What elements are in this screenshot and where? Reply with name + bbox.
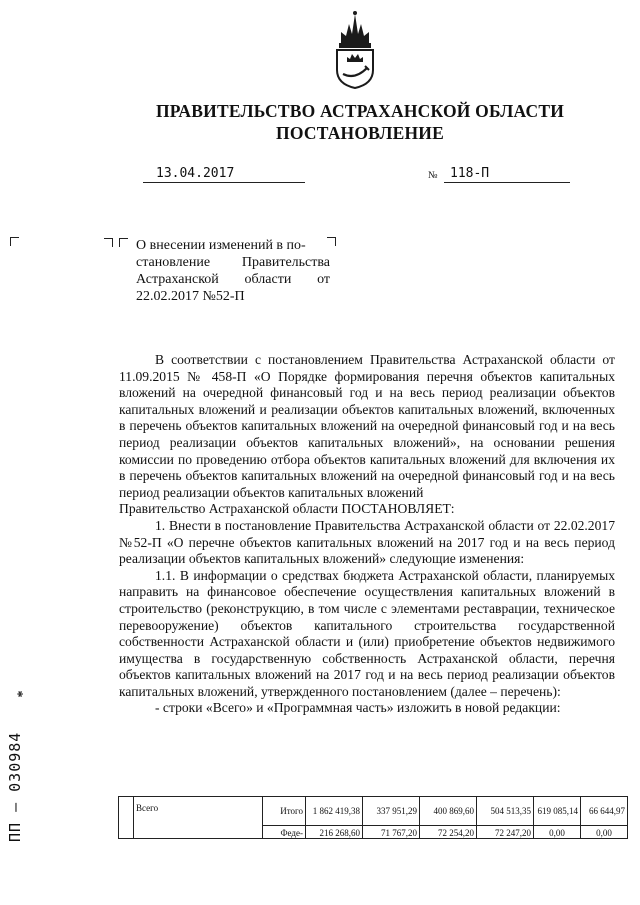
document-subject (136, 237, 330, 305)
table-cell-value: 216 268,60 (306, 826, 363, 839)
side-registration-stamp: ПП – 030984 (6, 731, 24, 842)
table-cell-empty (119, 797, 134, 839)
table-cell-label: Всего (134, 797, 263, 839)
item-1-paragraph: 1. Внести в постановление Правительства Астраханской области от 22.02.2017 №52-П «О перечне объектов капитальных вложений на 2017 год и на весь период реализации объектов капитальных вложений» следующие изменения: (119, 517, 615, 567)
document-number (424, 166, 572, 184)
budget-table (118, 796, 628, 839)
side-asterisk-mark: * (15, 690, 31, 698)
resolves-paragraph: Правительство Астраханской области ПОСТАНОВЛЯЕТ: (119, 501, 455, 517)
table-cell-value: 72 254,20 (420, 826, 477, 839)
document-date-value: 13.04.2017 (156, 166, 235, 181)
table-cell-value: 1 862 419,38 (306, 797, 363, 826)
table-cell-value: 337 951,29 (363, 797, 420, 826)
table-cell-sublabel: Феде- (263, 826, 306, 839)
table-row (119, 797, 628, 826)
document-body (119, 352, 615, 717)
table-cell-sublabel: Итого (263, 797, 306, 826)
item-1-1-paragraph: 1.1. В информации о средствах бюджета Астраханской области, планируемых направить на финансовое обеспечение осуществления капитальных вложений в строительство (реконструкцию, в том числе с элементами реставрации, техническое перевооружение) объектов капитального строительства государственной собственности Астраханской области и (или) приобретение объектов недвижимого имущества в государственную собственность Астраханской области, перечня объектов капитальных вложений на 2017 год и на весь период реализации объектов капитальных вложений, утвержденного постановлением (далее – перечень): (119, 567, 615, 699)
subject-line: 22.02.2017 №52-П (136, 289, 245, 304)
table-cell-value: 619 085,14 (534, 797, 581, 826)
table-cell-value: 72 247,20 (477, 826, 534, 839)
document-number-field (444, 166, 570, 183)
number-sign: № (428, 170, 438, 181)
government-name: ПРАВИТЕЛЬСТВО АСТРАХАНСКОЙ ОБЛАСТИ (155, 101, 565, 121)
preamble-paragraph: В соответствии с постановлением Правительства Астраханской области от 11.09.2015 № 458-П «О Порядке формирования перечня объектов капитальных вложений на очередной финансовый год и на весь период реализации объектов капитальных вложений и реализации объектов капитальных вложений, включенных в перечень объектов капитальных вложений на очередной финансовый год и на весь период реализации объектов капитальных вложений», на основании решения комиссии по проведению отбора объектов капитальных вложений для включения их в перечень объектов капитальных вложений на очередной финансовый год и на весь период реализации объектов капитальных вложений (119, 352, 615, 500)
corner-mark-subject-left-a (104, 238, 113, 247)
table-cell-value: 0,00 (534, 826, 581, 839)
document-type: ПОСТАНОВЛЕНИЕ (276, 123, 444, 143)
subject-line: становление Правительства (136, 255, 330, 270)
table-cell-value: 0,00 (581, 826, 628, 839)
item-1-1-bullet: - строки «Всего» и «Программная часть» изложить в новой редакции: (155, 700, 561, 716)
corner-mark-left (10, 237, 19, 246)
corner-mark-subject-left-b (119, 238, 128, 247)
table-cell-value: 71 767,20 (363, 826, 420, 839)
table-cell-value: 66 644,97 (581, 797, 628, 826)
table-cell-value: 400 869,60 (420, 797, 477, 826)
subject-line: Астраханской области от (136, 272, 330, 287)
table-cell-value: 504 513,35 (477, 797, 534, 826)
coat-of-arms-emblem (329, 10, 381, 90)
document-number-value: 118-П (450, 166, 490, 181)
government-title (100, 100, 620, 144)
document-date (143, 166, 305, 183)
subject-line: О внесении изменений в по- (136, 238, 306, 253)
